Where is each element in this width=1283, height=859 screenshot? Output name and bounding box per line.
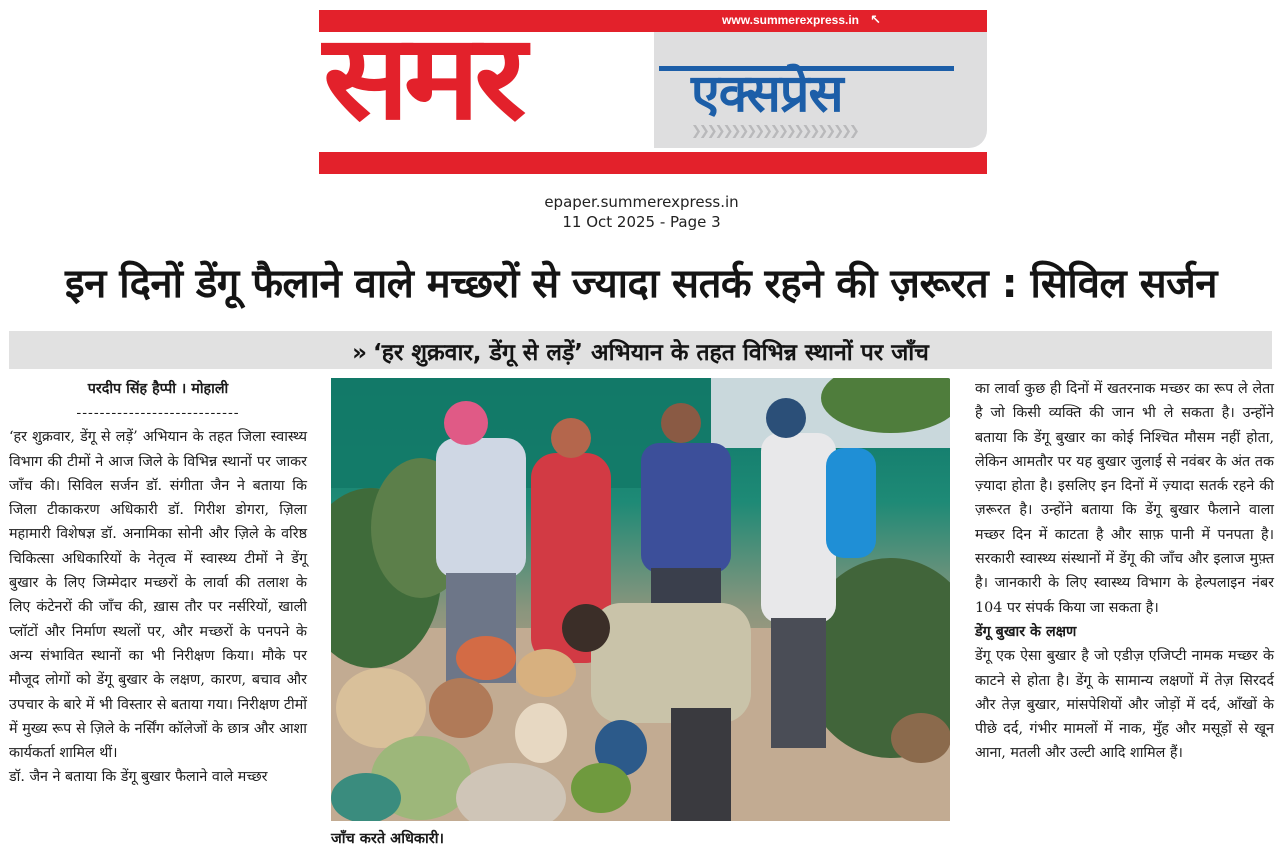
double-chevron-right-icon: » <box>352 340 367 366</box>
photo-pot <box>516 649 576 697</box>
subheadline-bar <box>9 331 1272 369</box>
left-paragraph-2: डॉ. जैन ने बताया कि डेंगू बुखार फैलाने वाले मच्छर <box>9 769 268 786</box>
article-subheadline: ‘हर शुक्रवार, डेंगू से लड़ें’ अभियान के तहत विभिन्न स्थानों पर जाँच <box>372 340 929 366</box>
right-paragraph-1: का लार्वा कुछ ही दिनों में खतरनाक मच्छर का रूप ले लेता है जो किसी व्यक्ति की जान भी ले सकता है। उन्होंने बताया कि डेंगू बुखार का कोई निश्चित मौसम नहीं होता, लेकिन आमतौर पर यह बुखार जुलाई से नवंबर के अंत तक ज़्यादा होता है। इसलिए इन दिनों में ज़्यादा सतर्क रहने की ज़रूरत है। उन्होंने बताया कि डेंगू बुखार फैलाने वाला मच्छर दिन में काटता है और साफ़ पानी में पनपता है। सरकारी स्वास्थ्य संस्थानों में डेंगू की जाँच और इलाज मुफ़्त है। जानकारी के लिए स्वास्थ्य विभाग के हेल्पलाइन नंबर 104 पर संपर्क किया जा सकता है। <box>975 381 1274 616</box>
masthead-url[interactable]: www.summerexpress.in <box>722 13 859 27</box>
article-photo <box>331 378 950 821</box>
edition-site[interactable]: epaper.summerexpress.in <box>544 193 739 211</box>
photo-person-2-head <box>551 418 591 458</box>
photo-pot <box>429 678 493 738</box>
photo-pot <box>891 713 950 763</box>
photo-person-3 <box>641 443 731 573</box>
photo-pot <box>571 763 631 813</box>
article-byline: परदीप सिंह हैप्पी । मोहाली <box>87 381 229 397</box>
photo-pot <box>331 773 401 821</box>
photo-caption: जाँच करते अधिकारी। <box>331 830 444 847</box>
masthead-title-secondary: एक्सप्रेस <box>691 64 843 124</box>
article-subheadline-row <box>9 335 1272 367</box>
symptoms-heading: डेंगू बुखार के लक्षण <box>975 623 1077 640</box>
edition-date-page: 11 Oct 2025 - Page 3 <box>562 213 721 231</box>
right-column <box>975 377 1274 766</box>
masthead-bottom-bar <box>319 152 987 174</box>
photo-turban-1 <box>444 401 488 445</box>
photo-person-4 <box>761 433 836 623</box>
photo-crouching-man-head <box>562 604 610 652</box>
photo-crouching-man-legs <box>671 708 731 821</box>
cursor-arrow-icon: ↖ <box>870 13 881 28</box>
photo-illustration <box>331 378 950 821</box>
photo-sprayer-tank <box>826 448 876 558</box>
masthead-logo <box>319 10 987 174</box>
masthead-chevrons-icon: ❯❯❯❯❯❯❯❯❯❯❯❯❯❯❯❯❯❯❯❯❯ <box>691 124 857 139</box>
photo-turban-4 <box>766 398 806 438</box>
left-column <box>9 377 307 790</box>
photo-pot <box>336 668 426 748</box>
left-paragraph-1: ‘हर शुक्रवार, डेंगू से लड़ें’ अभियान के तहत जिला स्वास्थ्य विभाग की टीमों ने आज जिले के विभिन्न स्थानों पर जाकर जाँच की। सिविल सर्जन डॉ. संगीता जैन ने बताया कि जिला टीकाकरण अधिकारी डॉ. गिरीश डोगरा, ज़िला महामारी विशेषज्ञ डॉ. अनामिका सोनी और ज़िले के वरिष्ठ चिकित्सा अधिकारियों के नेतृत्व में स्वास्थ्य टीमों ने डेंगू बुखार के लिए जिम्मेदार मच्छरों के लार्वा की तलाश के लिए कंटेनरों की जाँच की, ख़ास तौर पर नर्सरियों, खाली प्लॉटों और निर्माण स्थलों पर, और मच्छरों के पनपने के अन्य संभावित स्थानों का भी निरीक्षण किया। मौके पर मौजूद लोगों को डेंगू बुखार के लक्षण, कारण, बचाव और उपचार के बारे में भी विस्तार से बताया गया। निरीक्षण टीमों में मुख्य रूप से ज़िले के नर्सिंग कॉलेजों के छात्र और आशा कार्यकर्ता शामिल थीं। <box>9 429 308 762</box>
symptoms-paragraph: डेंगू एक ऐसा बुखार है जो एडीज़ एजिप्टी नामक मच्छर के काटने से होता है। डेंगू के सामान्य लक्षणों में तेज़ सिरदर्द और तेज़ बुखार, मांसपेशियों और जोड़ों में दर्द, आँखों के पीछे दर्द, गंभीर मामलों में नाक, मुँह और मसूड़ों से खून आना, मतली और उल्टी आदि शामिल हैं। <box>975 648 1274 762</box>
masthead-title-main: समर <box>323 9 521 147</box>
photo-person-3-head <box>661 403 701 443</box>
photo-pot <box>515 703 567 763</box>
photo-pot <box>456 636 516 680</box>
photo-person-1 <box>436 438 526 578</box>
article-headline: इन दिनों डेंगू फैलाने वाले मच्छरों से ज्यादा सतर्क रहने की ज़रूरत : सिविल सर्जन <box>65 261 1217 307</box>
byline-separator: ---------------------------- <box>76 405 240 422</box>
photo-crouching-man <box>591 603 751 723</box>
photo-person-4-legs <box>771 618 826 748</box>
edition-info <box>0 192 1283 232</box>
